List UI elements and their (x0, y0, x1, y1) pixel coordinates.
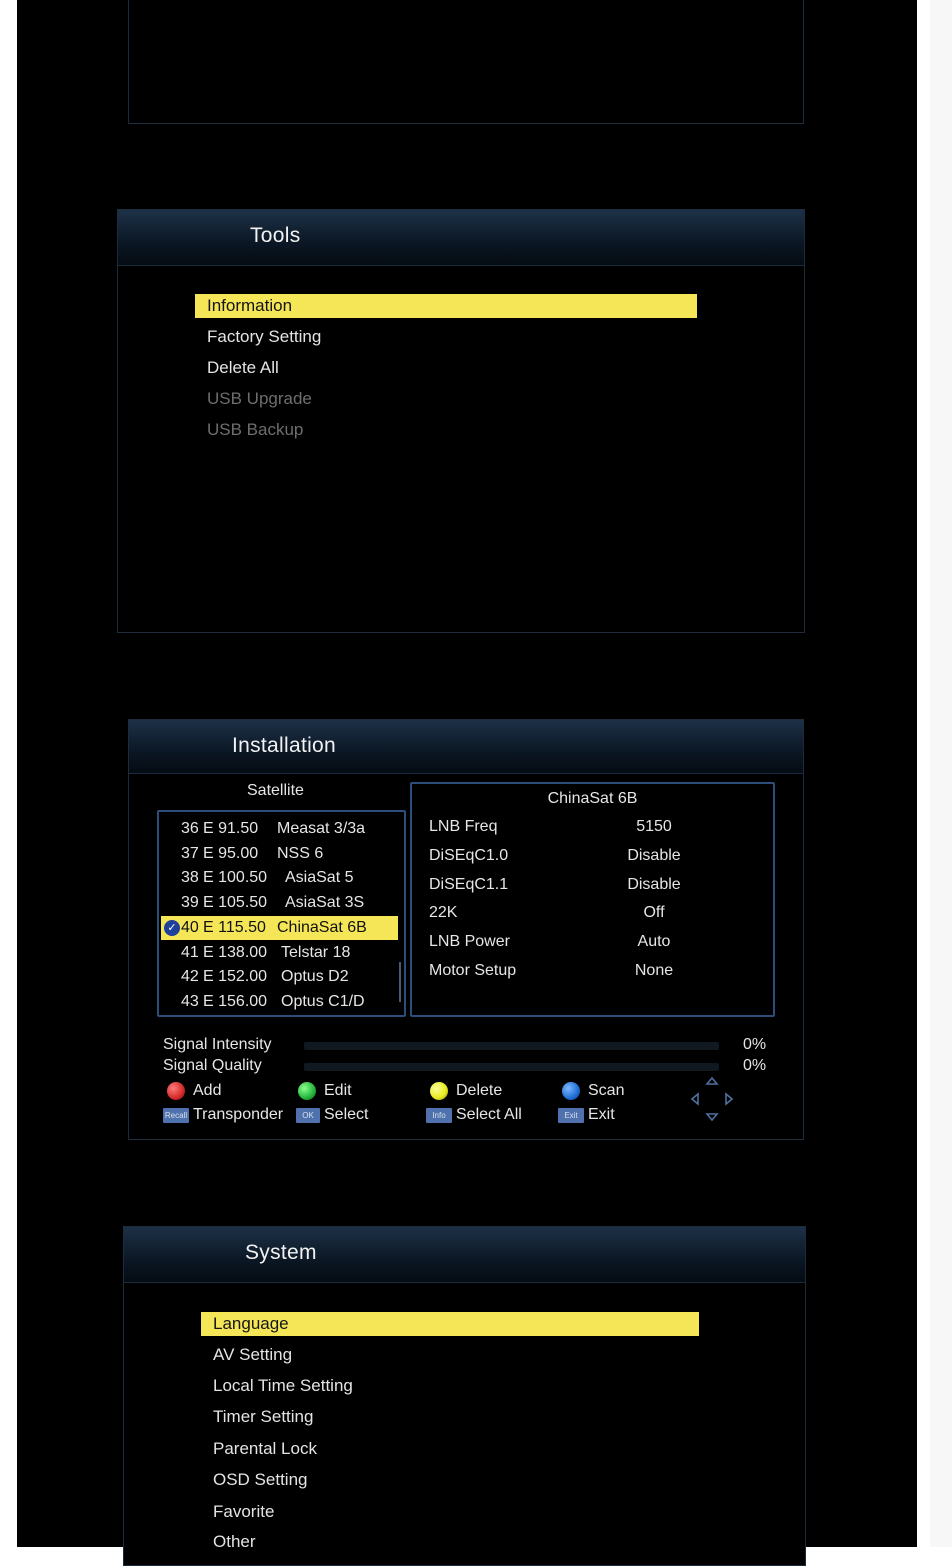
detail-value: Disable (627, 876, 681, 893)
system-item-timer-setting[interactable]: Timer Setting (213, 1407, 314, 1426)
system-item-language[interactable]: Language (201, 1312, 699, 1336)
satellite-list-header: Satellite (247, 782, 304, 799)
detail-row-motor-setup[interactable] (412, 959, 773, 983)
satellite-row-selected[interactable] (161, 916, 398, 940)
sat-name: Optus C1/D (281, 993, 365, 1010)
detail-key: 22K (429, 904, 458, 921)
legend-select-all-label: Select All (456, 1106, 522, 1123)
satellite-detail-box (410, 782, 775, 1017)
legend-select-all[interactable] (426, 1104, 546, 1126)
detail-title: ChinaSat 6B (547, 790, 638, 807)
yellow-button-icon (430, 1082, 448, 1100)
satellite-row[interactable] (159, 842, 404, 866)
sat-number: 41 (181, 944, 199, 961)
system-item-av-setting[interactable]: AV Setting (213, 1345, 293, 1364)
sat-name: AsiaSat 3S (285, 894, 365, 911)
detail-key: DiSEqC1.1 (429, 876, 509, 893)
sat-number: 43 (181, 993, 199, 1010)
satellite-row[interactable] (159, 941, 404, 965)
detail-key: DiSEqC1.0 (429, 847, 509, 864)
signal-quality-value: 0% (743, 1057, 767, 1074)
tools-item-usb-upgrade[interactable]: USB Upgrade (207, 389, 312, 408)
signal-intensity-label: Signal Intensity (163, 1036, 272, 1053)
legend-scan[interactable] (560, 1080, 670, 1102)
tools-header (118, 210, 804, 266)
tools-panel (117, 209, 805, 633)
system-item-other[interactable]: Other (213, 1532, 256, 1551)
sat-position: E 152.00 (203, 968, 268, 985)
system-item-local-time-setting[interactable]: Local Time Setting (213, 1376, 353, 1395)
detail-value: 5150 (636, 818, 672, 835)
sat-position: E 115.50 (203, 919, 266, 936)
sat-position: E 91.50 (203, 820, 259, 837)
system-header (124, 1227, 805, 1283)
system-item-osd-setting[interactable]: OSD Setting (213, 1470, 308, 1489)
legend-add[interactable] (165, 1080, 275, 1102)
installation-title: Installation (232, 734, 336, 757)
tools-item-delete-all[interactable]: Delete All (207, 358, 279, 377)
sat-name: Optus D2 (281, 968, 349, 985)
sat-name: ChinaSat 6B (277, 919, 367, 936)
sat-number: 37 (181, 845, 199, 862)
tools-item-information[interactable]: Information (195, 294, 697, 318)
navigation-arrows-icon (690, 1076, 734, 1122)
detail-key: LNB Freq (429, 818, 498, 835)
satellite-row[interactable] (159, 965, 404, 989)
legend-transponder[interactable] (163, 1104, 297, 1126)
sat-number: 39 (181, 894, 199, 911)
detail-row-lnb-freq[interactable] (412, 815, 773, 839)
sat-position: E 138.00 (203, 944, 268, 961)
info-key-icon: Info (426, 1108, 452, 1123)
sat-name: Measat 3/3a (277, 820, 366, 837)
legend-edit-label: Edit (324, 1082, 352, 1099)
detail-row-diseqc10[interactable] (412, 844, 773, 868)
legend-exit[interactable] (558, 1104, 668, 1126)
tools-item-factory-setting[interactable]: Factory Setting (207, 327, 322, 346)
legend-edit[interactable] (296, 1080, 406, 1102)
ok-key-icon: OK (296, 1108, 320, 1123)
system-title: System (245, 1241, 317, 1264)
sat-position: E 156.00 (203, 993, 268, 1010)
satellite-list[interactable] (157, 810, 406, 1017)
page-margin (930, 0, 952, 1547)
sat-number: 40 (181, 919, 199, 936)
detail-value: Auto (637, 933, 671, 950)
satellite-row[interactable] (159, 817, 404, 841)
tools-title: Tools (250, 224, 301, 247)
blue-button-icon (562, 1082, 580, 1100)
check-icon: ✓ (164, 920, 180, 936)
satellite-row[interactable] (159, 990, 404, 1014)
installation-panel (128, 719, 804, 1140)
sat-position: E 95.00 (203, 845, 259, 862)
installation-header (129, 720, 803, 774)
legend-select[interactable] (294, 1104, 404, 1126)
sat-position: E 100.50 (203, 869, 268, 886)
satellite-row[interactable] (159, 891, 404, 915)
detail-row-22k[interactable] (412, 901, 773, 925)
legend-transponder-label: Transponder (193, 1106, 284, 1123)
legend-add-label: Add (193, 1082, 222, 1099)
signal-intensity-value: 0% (743, 1036, 767, 1053)
legend-delete-label: Delete (456, 1082, 503, 1099)
sat-number: 38 (181, 869, 199, 886)
recall-key-icon: Recall (163, 1108, 189, 1123)
legend-delete[interactable] (428, 1080, 538, 1102)
detail-value: Disable (627, 847, 681, 864)
legend-select-label: Select (324, 1106, 369, 1123)
red-button-icon (167, 1082, 185, 1100)
detail-value: Off (643, 904, 665, 921)
sat-number: 36 (181, 820, 199, 837)
satellite-row[interactable] (159, 866, 404, 890)
signal-intensity-bar (304, 1042, 719, 1050)
exit-key-icon: Exit (558, 1108, 584, 1123)
detail-value: None (634, 962, 674, 979)
system-item-parental-lock[interactable]: Parental Lock (213, 1439, 317, 1458)
detail-row-lnb-power[interactable] (412, 930, 773, 954)
signal-quality-bar (304, 1063, 719, 1071)
sat-name: AsiaSat 5 (285, 869, 354, 886)
system-panel (123, 1226, 806, 1566)
detail-row-diseqc11[interactable] (412, 873, 773, 897)
detail-key: LNB Power (429, 933, 510, 950)
detail-key: Motor Setup (429, 962, 517, 979)
top-panel (128, 0, 804, 124)
legend-scan-label: Scan (588, 1082, 625, 1099)
sat-position: E 105.50 (203, 894, 268, 911)
sat-name: NSS 6 (277, 845, 324, 862)
sat-number: 42 (181, 968, 199, 985)
legend-exit-label: Exit (588, 1106, 615, 1123)
system-item-favorite[interactable]: Favorite (213, 1502, 275, 1521)
sat-name: Telstar 18 (281, 944, 351, 961)
green-button-icon (298, 1082, 316, 1100)
tools-item-usb-backup[interactable]: USB Backup (207, 420, 304, 439)
list-scrollbar[interactable] (399, 962, 401, 1002)
signal-quality-label: Signal Quality (163, 1057, 262, 1074)
